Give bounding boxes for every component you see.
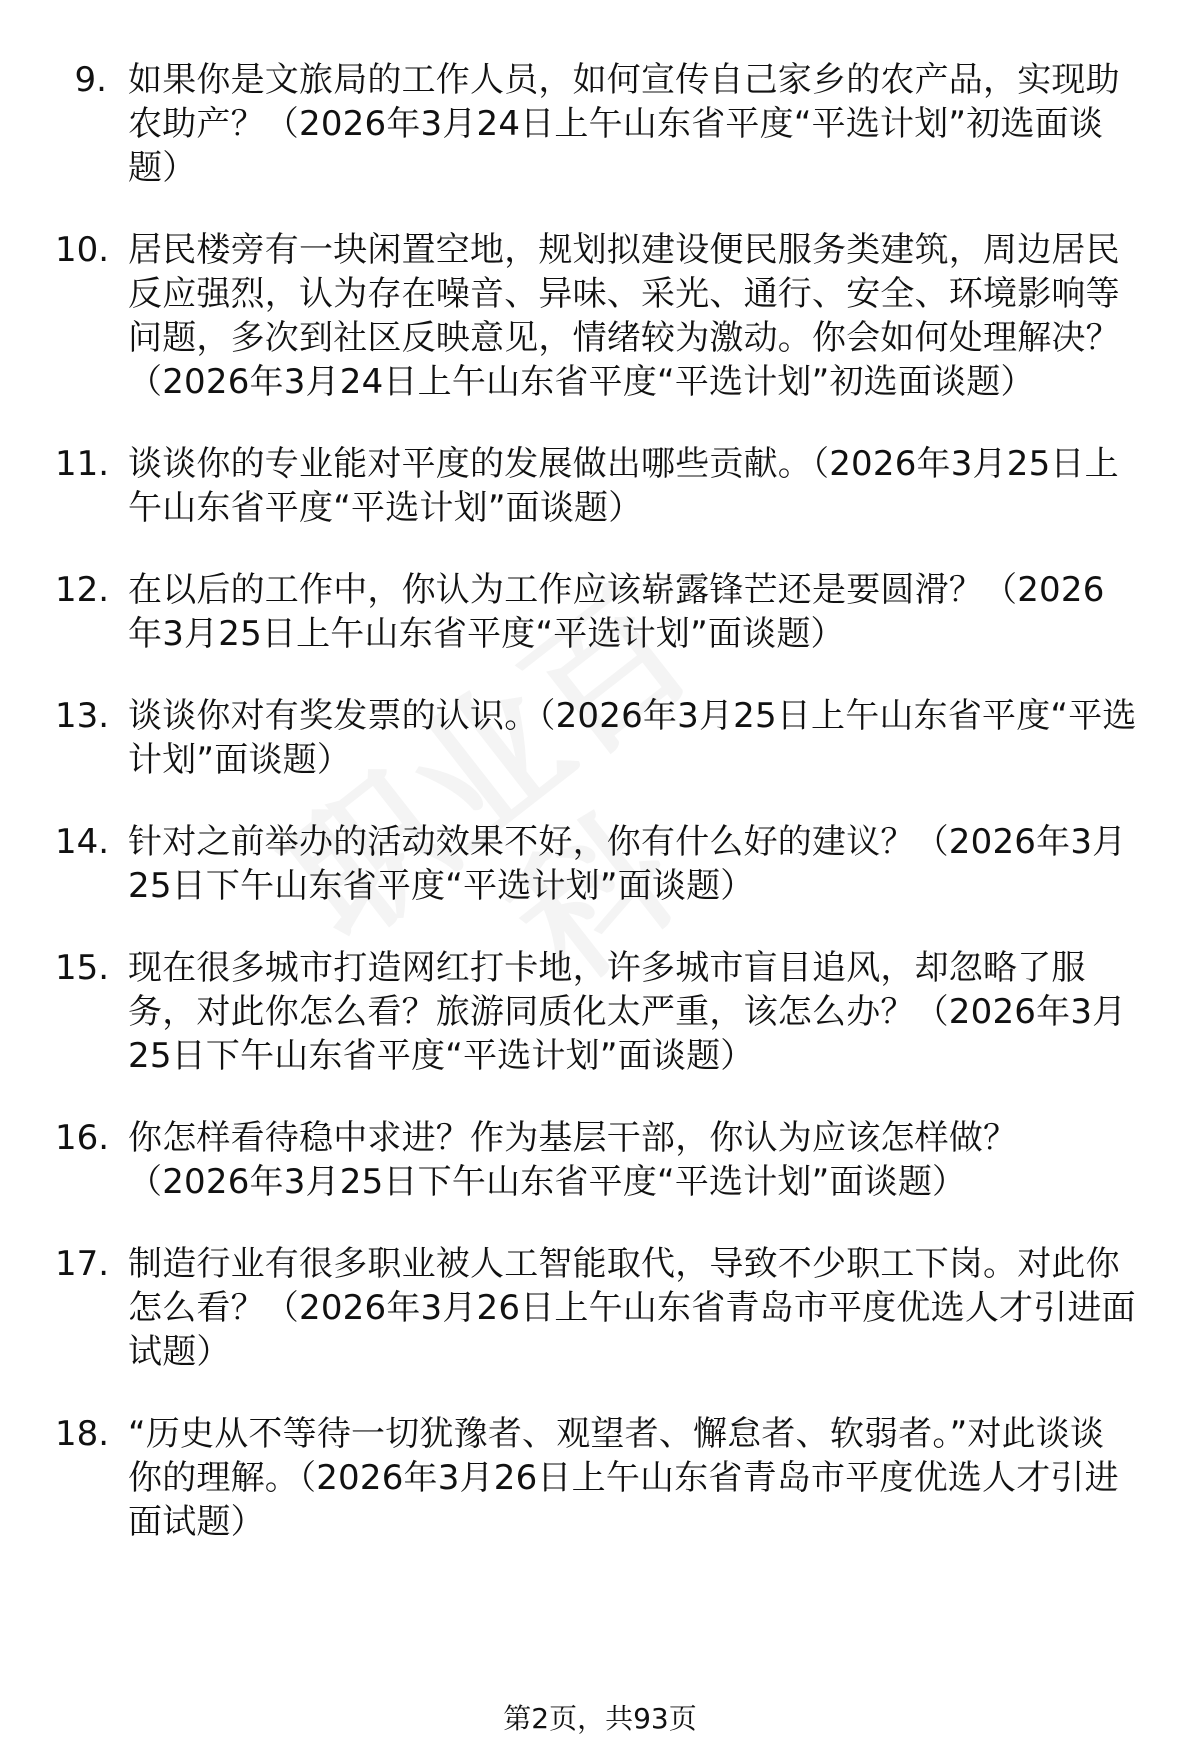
question-text: 谈谈你对有奖发票的认识。（2026年3月25日上午山东省平度“平选计划”面谈题） bbox=[128, 696, 1137, 780]
question-text: 针对之前举办的活动效果不好，你有什么好的建议？（2026年3月25日下午山东省平度“平选计划”面谈题） bbox=[128, 822, 1127, 906]
question-number: 18. bbox=[55, 1414, 110, 1454]
question-number: 9. bbox=[74, 60, 107, 100]
page-number: 第2页，共93页 bbox=[503, 1702, 697, 1735]
question-item bbox=[0, 1116, 1200, 1204]
question-item bbox=[0, 946, 1200, 1078]
question-item bbox=[0, 1242, 1200, 1374]
question-text: 制造行业有很多职业被人工智能取代，导致不少职工下岗。对此你怎么看？（2026年3月26日上午山东省青岛市平度优选人才引进面试题） bbox=[128, 1244, 1136, 1372]
question-number: 15. bbox=[55, 948, 110, 988]
question-number: 13. bbox=[55, 696, 110, 736]
question-item bbox=[0, 820, 1200, 908]
question-text: 现在很多城市打造网红打卡地，许多城市盲目追风，却忽略了服务，对此你怎么看？旅游同质化太严重，该怎么办？（2026年3月25日下午山东省平度“平选计划”面谈题） bbox=[128, 948, 1127, 1076]
question-number: 14. bbox=[55, 822, 110, 862]
question-item bbox=[0, 568, 1200, 656]
question-text: 居民楼旁有一块闲置空地，规划拟建设便民服务类建筑，周边居民反应强烈，认为存在噪音、异味、采光、通行、安全、环境影响等问题，多次到社区反映意见，情绪较为激动。你会如何处理解决？（2026年3月24日上午山东省平度“平选计划”初选面谈题） bbox=[128, 230, 1120, 402]
question-text: 在以后的工作中，你认为工作应该崭露锋芒还是要圆滑？（2026年3月25日上午山东省平度“平选计划”面谈题） bbox=[128, 570, 1105, 654]
question-item bbox=[0, 442, 1200, 530]
question-number: 12. bbox=[55, 570, 110, 610]
question-number: 17. bbox=[55, 1244, 110, 1284]
question-text: 谈谈你的专业能对平度的发展做出哪些贡献。（2026年3月25日上午山东省平度“平选计划”面谈题） bbox=[128, 444, 1119, 528]
question-text: 你怎样看待稳中求进？作为基层干部，你认为应该怎样做？（2026年3月25日下午山东省平度“平选计划”面谈题） bbox=[128, 1118, 1018, 1202]
question-number: 10. bbox=[55, 230, 110, 270]
question-list bbox=[0, 58, 1200, 1582]
question-number: 11. bbox=[55, 444, 110, 484]
question-item bbox=[0, 1412, 1200, 1544]
question-number: 16. bbox=[55, 1118, 110, 1158]
question-text: 如果你是文旅局的工作人员，如何宣传自己家乡的农产品，实现助农助产？（2026年3月24日上午山东省平度“平选计划”初选面谈题） bbox=[128, 60, 1120, 188]
question-text: “历史从不等待一切犹豫者、观望者、懈怠者、软弱者。”对此谈谈你的理解。（2026年3月26日上午山东省青岛市平度优选人才引进面试题） bbox=[128, 1414, 1119, 1542]
question-item bbox=[0, 694, 1200, 782]
question-item bbox=[0, 58, 1200, 190]
question-item bbox=[0, 228, 1200, 404]
